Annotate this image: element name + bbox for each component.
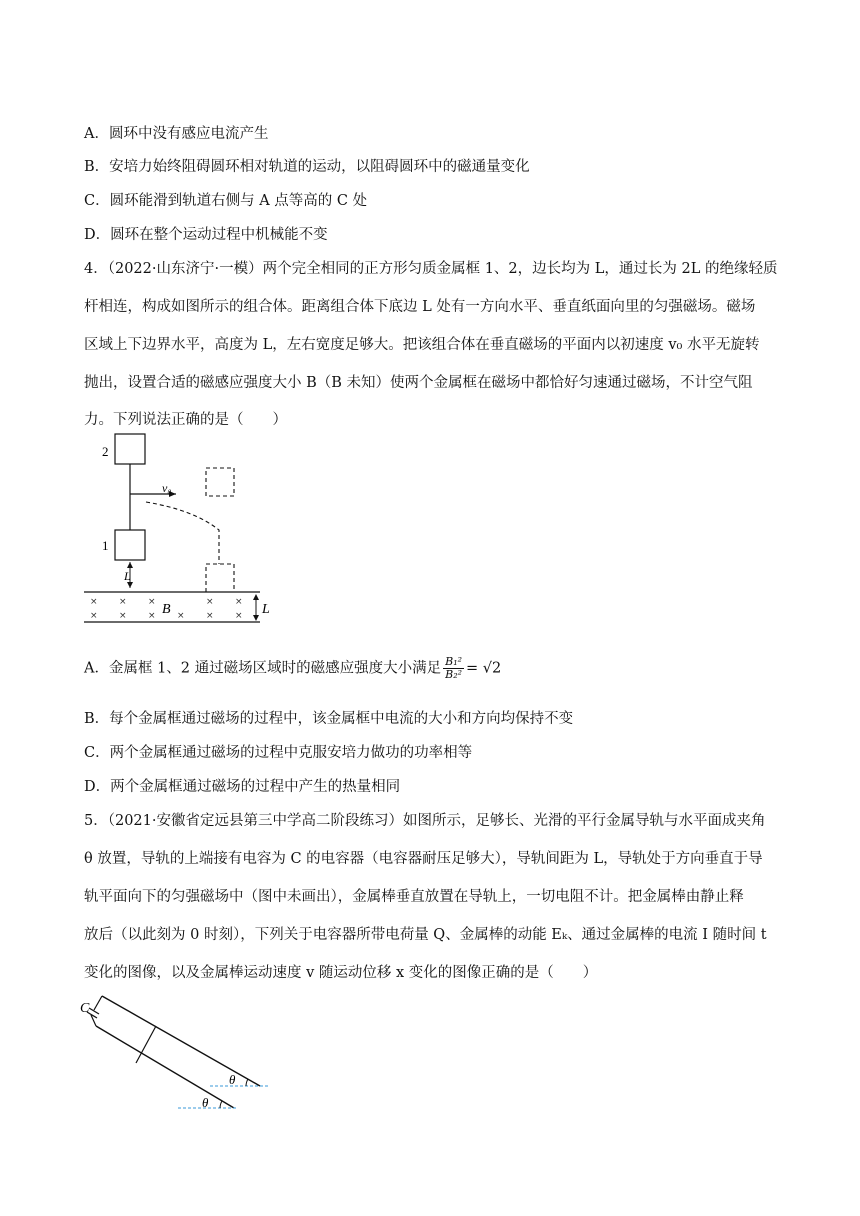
q5-stem-line-2: θ 放置，导轨的上端接有电容为 C 的电容器（电容器耐压足够大），导轨间距为 L，导轨处于方向垂直于导 (84, 851, 763, 867)
q4-stem-line-2: 杆相连，构成如图所示的组合体。距离组合体下底边 L 处有一方向水平、垂直纸面向里的匀强磁场。磁场 (84, 299, 756, 315)
ratio-numerator: B₁² (445, 655, 463, 668)
angle-arc-bottom (220, 1101, 222, 1108)
svg-text:×: × (148, 611, 156, 621)
svg-text:×: × (119, 597, 127, 607)
frame-2 (115, 434, 145, 464)
svg-text:×: × (235, 611, 243, 621)
frame-1-later (206, 564, 234, 592)
svg-text:×: × (119, 611, 127, 621)
q4-stem-line-4: 抛出，设置合适的磁感应强度大小 B（B 未知）使两个金属框在磁场中都恰好匀速通过磁场，不计空气阻 (84, 375, 753, 391)
arrow-up-icon (253, 594, 259, 600)
q4-option-d: D．两个金属框通过磁场的过程中产生的热量相同 (84, 779, 401, 795)
upper-rail (102, 996, 260, 1086)
metal-rod (136, 1026, 156, 1063)
q5-stem-line-5: 变化的图像，以及金属棒运动速度 v 随运动位移 x 变化的图像正确的是（ ） (84, 965, 598, 981)
svg-text:×: × (177, 611, 185, 621)
lower-rail (96, 1026, 234, 1108)
q3-option-a: A．圆环中没有感应电流产生 (84, 126, 269, 142)
q4-option-c: C．两个金属框通过磁场的过程中克服安培力做功的功率相等 (84, 745, 473, 761)
frame-2-later (206, 468, 234, 496)
q3-option-d: D．圆环在整个运动过程中机械能不变 (84, 227, 328, 243)
gap-label: L (124, 569, 131, 583)
ratio-rhs: = √2 (466, 660, 502, 677)
ratio-denominator: B₂² (445, 668, 463, 681)
svg-text:×: × (206, 597, 214, 607)
ratio-fraction (443, 656, 464, 681)
capacitor-wire-top (94, 996, 102, 1010)
q4-stem-line-1: 4．（2022·山东济宁·一模）两个完全相同的正方形匀质金属框 1、2，边长均为 L，通过长为 2L 的绝缘轻质 (84, 261, 778, 277)
frame-2-label: 2 (102, 444, 109, 459)
q4-stem-line-3: 区域上下边界水平，高度为 L，左右宽度足够大。把该组合体在垂直磁场的平面内以初速度 v₀ 水平无旋转 (84, 337, 760, 353)
svg-text:×: × (206, 611, 214, 621)
q5-figure (78, 988, 278, 1118)
q3-option-c: C．圆环能滑到轨道右侧与 A 点等高的 C 处 (84, 193, 368, 209)
angle-arc-top (246, 1079, 248, 1086)
angle-label-top: θ (229, 1072, 236, 1087)
svg-text:×: × (148, 597, 156, 607)
svg-text:×: × (90, 611, 98, 621)
arrow-up-icon (127, 562, 133, 568)
velocity-label: v₀ (162, 481, 172, 495)
q3-option-b: B．安培力始终阻碍圆环相对轨道的运动，以阻碍圆环中的磁通量变化 (84, 159, 530, 175)
svg-text:×: × (90, 597, 98, 607)
capacitor-label: C (80, 1001, 90, 1016)
svg-text:×: × (235, 597, 243, 607)
field-label: B (162, 602, 171, 617)
q5-stem-line-3: 轨平面向下的匀强磁场中（图中未画出），金属棒垂直放置在导轨上，一切电阻不计。把金属棒由静止释 (84, 889, 744, 905)
frame-1-label: 1 (102, 538, 109, 553)
q4-option-a-text: A．金属框 1、2 通过磁场区域时的磁感应强度大小满足 (84, 660, 442, 677)
q4-stem-line-5: 力。下列说法正确的是（ ） (84, 412, 287, 428)
q4-figure (84, 432, 284, 632)
q5-stem-line-4: 放后（以此刻为 0 时刻），下列关于电容器所带电荷量 Q、金属棒的动能 Eₖ、通过金属棒的电流 I 随时间 t (84, 927, 767, 943)
q4-option-b: B．每个金属框通过磁场的过程中，该金属框中电流的大小和方向均保持不变 (84, 711, 574, 727)
arrow-down-icon (253, 615, 259, 621)
field-height-label: L (262, 602, 270, 617)
q5-stem-line-1: 5．（2021·安徽省定远县第三中学高二阶段练习）如图所示，足够长、光滑的平行金属导轨与水平面成夹角 (84, 813, 766, 829)
trajectory-path (146, 502, 219, 564)
q4-option-a (84, 656, 501, 681)
angle-label-bottom: θ (202, 1095, 209, 1110)
frame-1 (115, 530, 145, 560)
